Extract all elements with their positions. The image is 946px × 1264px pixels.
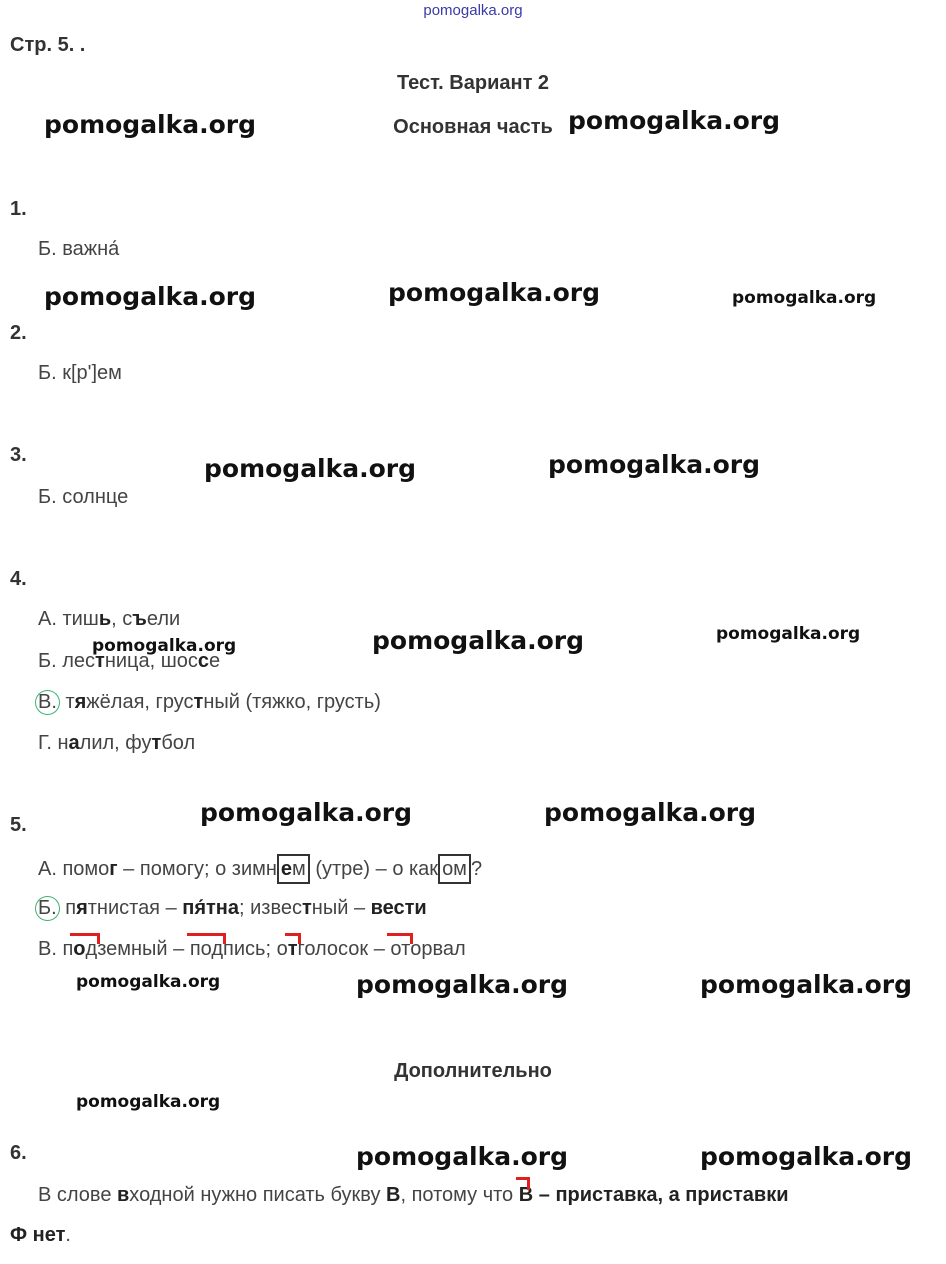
watermark: pomogalka.org (388, 278, 601, 307)
watermark: pomogalka.org (372, 626, 585, 655)
prefix-mark: от (390, 938, 411, 960)
watermark: pomogalka.org (76, 1092, 221, 1112)
answer-line: Б. к[р']ем (38, 362, 122, 384)
watermark: pomogalka.org (44, 110, 257, 139)
watermark: pomogalka.org (44, 282, 257, 311)
test-title: Тест. Вариант 2 (396, 72, 550, 94)
question-number: 3. (10, 444, 27, 466)
watermark: pomogalka.org (716, 624, 861, 644)
watermark: pomogalka.org (700, 1142, 913, 1171)
prefix-mark: од (73, 938, 98, 960)
answer-paragraph-line1: В слове входной нужно писать букву В, потому что В – приставка, а приставки (38, 1184, 789, 1206)
watermark: pomogalka.org (204, 454, 417, 483)
answer-line: Б. важна́ (38, 238, 120, 260)
answer-option-c: В. подземный – подпись; отголосок – оторвал (38, 938, 466, 960)
answer-option-c: В. тяжёлая, грустный (тяжко, грусть) (38, 690, 381, 715)
answer-option-d: Г. налил, футбол (38, 732, 196, 754)
watermark: pomogalka.org (700, 970, 913, 999)
extra-title: Дополнительно (394, 1060, 552, 1082)
question-number: 5. (10, 814, 27, 836)
watermark: pomogalka.org (544, 798, 757, 827)
answer-option-b: Б. лестница, шоссе (38, 650, 221, 672)
watermark: pomogalka.org (200, 798, 413, 827)
watermark: pomogalka.org (548, 450, 761, 479)
watermark: pomogalka.org (92, 636, 237, 656)
question-number: 4. (10, 568, 27, 590)
question-number: 2. (10, 322, 27, 344)
main-part-title: Основная часть (393, 116, 553, 138)
answer-option-a: А. тишь, съели (38, 608, 181, 630)
page-number: Стр. 5. . (10, 34, 86, 56)
answer-option-b: Б. пятнистая – пя́тна; известный – вести (38, 896, 427, 921)
question-number: 6. (10, 1142, 27, 1164)
answer-option-a: А. помог – помогу; о зимн ем (утре) – о как ом ? (38, 854, 482, 884)
prefix-mark: т (287, 938, 298, 960)
selected-answer-circle: Б. (35, 896, 60, 921)
question-number: 1. (10, 198, 27, 220)
ending-box: ом (438, 854, 471, 884)
prefix-mark: под (189, 938, 224, 960)
watermark: pomogalka.org (356, 970, 569, 999)
answer-line: Б. солнце (38, 486, 129, 508)
watermark: pomogalka.org (76, 972, 221, 992)
ending-box: ем (277, 854, 310, 884)
watermark: pomogalka.org (568, 106, 781, 135)
answer-paragraph-line2: Ф нет. (10, 1224, 71, 1246)
watermark: pomogalka.org (356, 1142, 569, 1171)
prefix-mark: В (518, 1184, 534, 1206)
site-link-top[interactable]: pomogalka.org (423, 2, 523, 19)
watermark: pomogalka.org (732, 288, 877, 308)
selected-answer-circle: В. (35, 690, 60, 715)
